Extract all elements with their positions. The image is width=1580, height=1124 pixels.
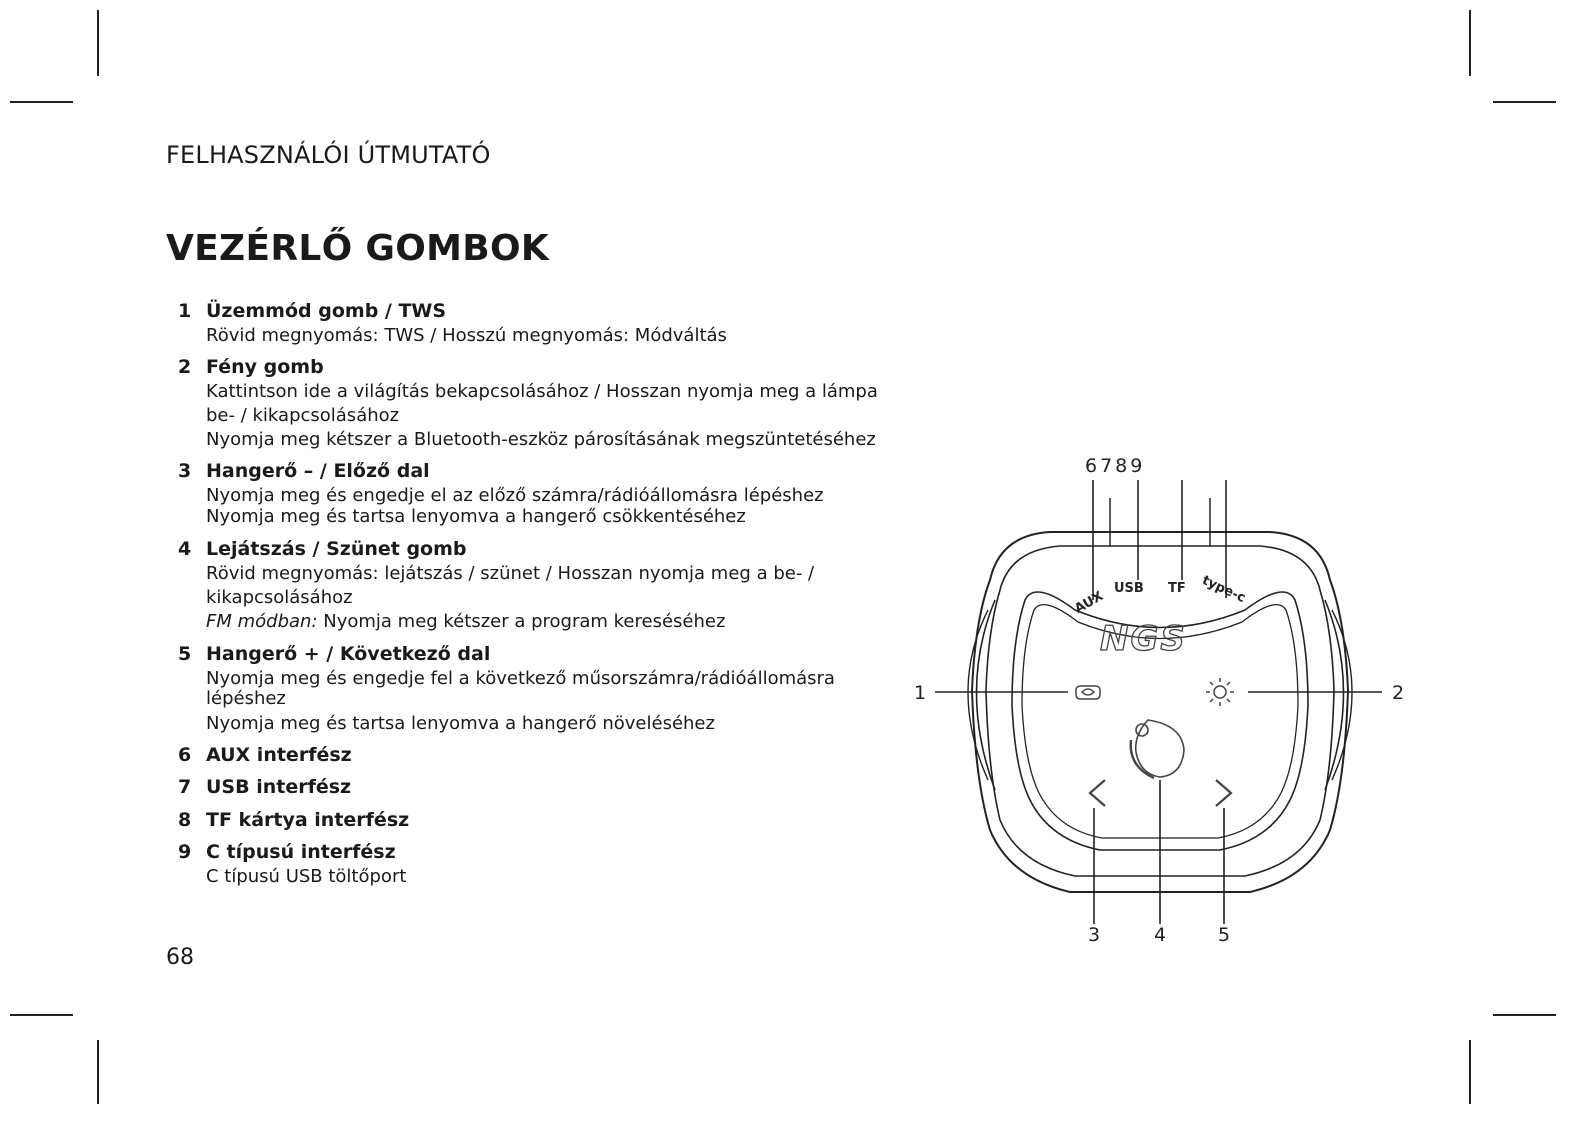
item-number: 9 xyxy=(178,841,192,863)
speaker-diagram xyxy=(900,440,1440,960)
crop-mark xyxy=(97,1040,99,1104)
item-text: Kattintson ide a világítás bekapcsolásához / Hosszan nyomja meg a lámpa xyxy=(206,381,878,402)
item-number: 7 xyxy=(178,776,192,798)
next-icon xyxy=(1216,780,1231,806)
item-text-fm xyxy=(206,610,725,634)
callout-1: 1 xyxy=(914,682,927,704)
tws-mode-icon xyxy=(1076,686,1100,699)
crop-mark xyxy=(1469,10,1471,76)
item-number: 5 xyxy=(178,643,192,665)
port-label-usb: USB xyxy=(1114,581,1144,596)
item-title: Hangerő + / Következő dal xyxy=(206,643,491,665)
item-number: 2 xyxy=(178,356,192,378)
item-number: 1 xyxy=(178,300,192,322)
item-text: Rövid megnyomás: lejátszás / szünet / Hosszan nyomja meg a be- / xyxy=(206,563,815,584)
item-text: Nyomja meg és engedje fel a következő műsorszámra/rádióállomásra xyxy=(206,668,835,689)
left-side-ridge xyxy=(968,610,988,780)
light-icon xyxy=(1206,678,1234,706)
callout-2: 2 xyxy=(1392,682,1405,704)
crop-mark xyxy=(1493,101,1556,103)
item-title: Lejátszás / Szünet gomb xyxy=(206,538,467,560)
crop-mark xyxy=(1493,1014,1556,1016)
page-number: 68 xyxy=(166,945,194,970)
page-title: VEZÉRLŐ GOMBOK xyxy=(166,228,550,269)
item-number: 4 xyxy=(178,538,192,560)
fm-mode-label: FM módban: xyxy=(206,611,318,632)
item-text: Nyomja meg és tartsa lenyomva a hangerő növeléséhez xyxy=(206,713,715,734)
running-header: FELHASZNÁLÓI ÚTMUTATÓ xyxy=(166,141,491,169)
item-number: 8 xyxy=(178,809,192,831)
item-text: Rövid megnyomás: TWS / Hosszú megnyomás: Módváltás xyxy=(206,325,727,346)
crop-mark xyxy=(10,101,73,103)
crop-mark xyxy=(97,10,99,76)
crop-mark xyxy=(10,1014,73,1016)
crop-mark xyxy=(1469,1040,1471,1104)
item-text: Nyomja meg és engedje el az előző számra/rádióállomásra lépéshez xyxy=(206,485,824,506)
item-title: USB interfész xyxy=(206,776,352,798)
play-pause-icon xyxy=(1131,720,1184,778)
item-number: 6 xyxy=(178,744,192,766)
fm-mode-text: Nyomja meg kétszer a program kereséséhez xyxy=(317,611,726,632)
item-text: kikapcsolásához xyxy=(206,587,353,608)
item-title: AUX interfész xyxy=(206,744,352,766)
ngs-logo: NGS xyxy=(1100,619,1187,659)
item-title: Üzemmód gomb / TWS xyxy=(206,300,447,322)
port-label-typec: type-c xyxy=(1199,573,1248,607)
item-text: Nyomja meg és tartsa lenyomva a hangerő csökkentéséhez xyxy=(206,506,746,527)
item-text: C típusú USB töltőport xyxy=(206,866,407,887)
port-label-tf: TF xyxy=(1168,581,1186,596)
item-text: lépéshez xyxy=(206,688,286,709)
item-title: Hangerő – / Előző dal xyxy=(206,460,430,482)
callout-4: 4 xyxy=(1154,924,1167,946)
item-number: 3 xyxy=(178,460,192,482)
callout-6789: 6789 xyxy=(1085,455,1146,477)
item-title: Fény gomb xyxy=(206,356,324,378)
item-title: TF kártya interfész xyxy=(206,809,410,831)
right-side-ridge xyxy=(1332,610,1352,780)
callout-5: 5 xyxy=(1218,924,1231,946)
item-text: be- / kikapcsolásához xyxy=(206,405,400,426)
callout-3: 3 xyxy=(1088,924,1101,946)
item-title: C típusú interfész xyxy=(206,841,396,863)
item-text: Nyomja meg kétszer a Bluetooth-eszköz párosításának megszüntetéséhez xyxy=(206,429,876,450)
port-label-aux: AUX xyxy=(1072,588,1106,617)
previous-icon xyxy=(1090,780,1105,806)
